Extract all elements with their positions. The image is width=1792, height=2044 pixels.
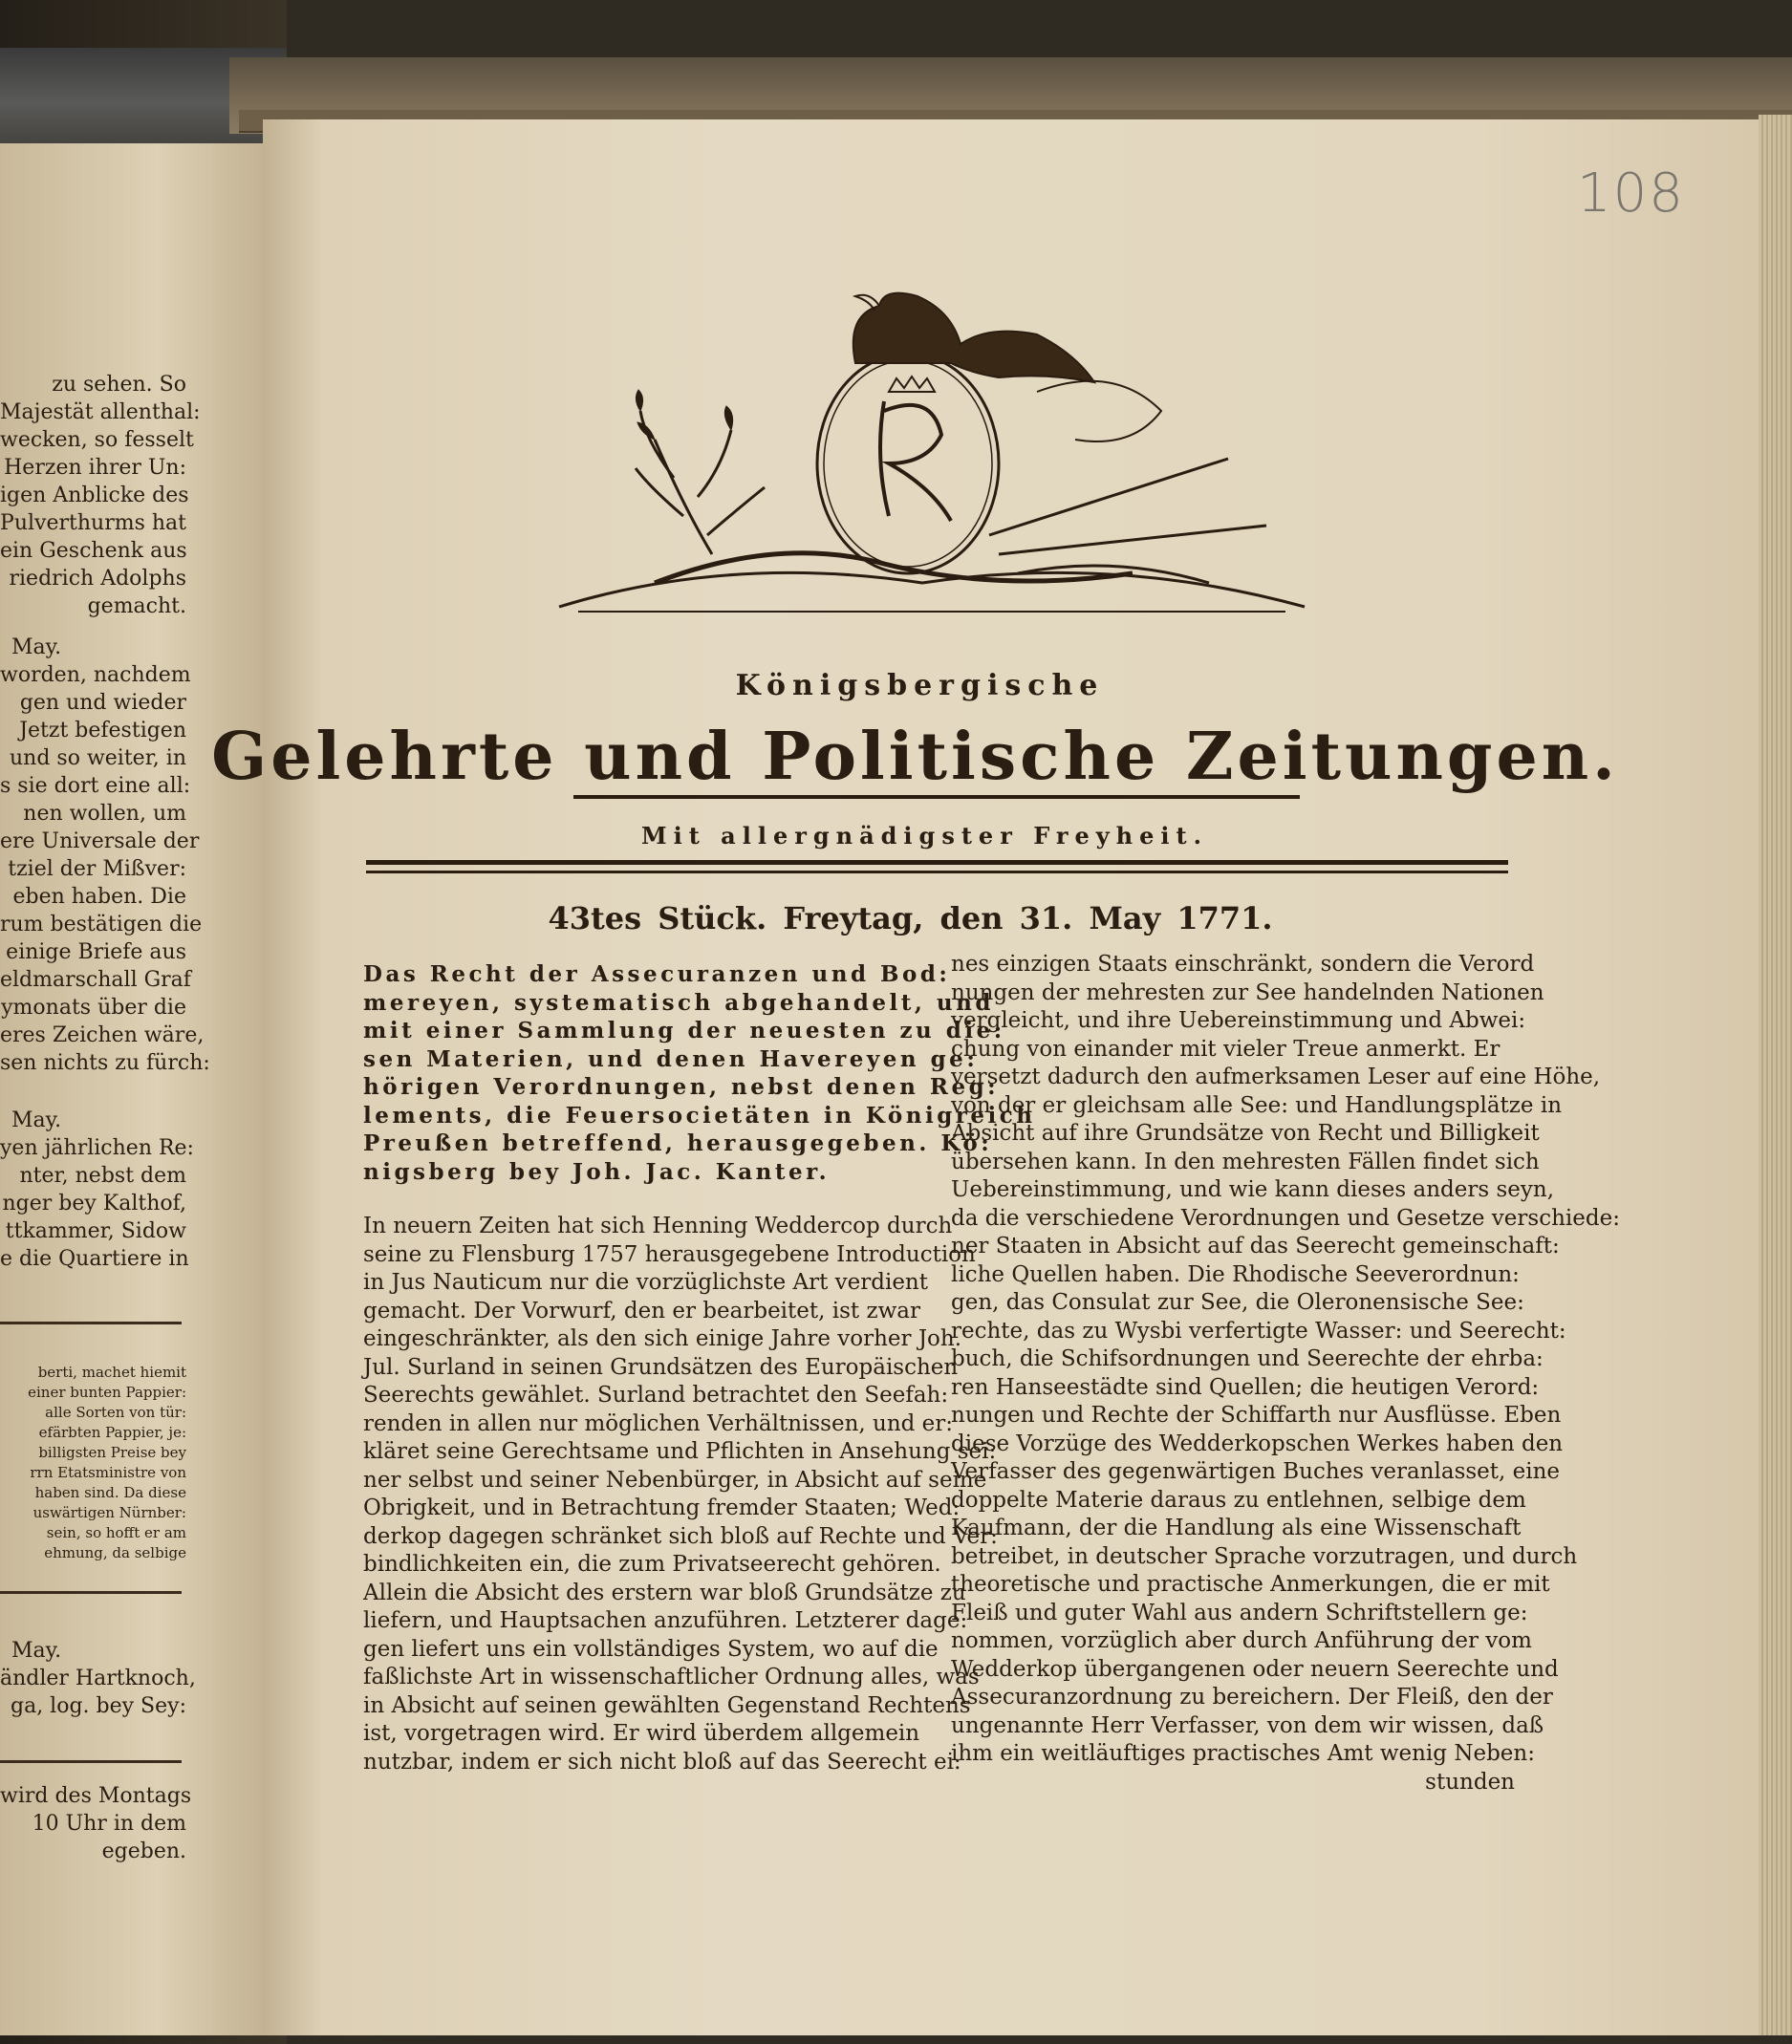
text-line: berti, machet hiemit — [37, 1364, 186, 1381]
text-line: Seerechts gewählet. Surland betrachtet den Seefah: — [363, 1383, 949, 1408]
article-body-right — [951, 951, 1620, 1769]
eagle-icon — [853, 293, 1094, 382]
text-line: alle Sorten von tür: — [45, 1404, 186, 1421]
text-line: 10 Uhr in dem — [32, 1812, 186, 1836]
text-line: gen liefert uns ein vollständiges System, wo auf die — [363, 1636, 939, 1662]
text-line: seine zu Flensburg 1757 herausgegebene Introduction — [363, 1241, 976, 1267]
text-line: kläret seine Gerechtsame und Pflichten in Ansehung sei: — [363, 1439, 997, 1464]
masthead-rule — [573, 795, 1300, 799]
left-page-text-mid2 — [0, 1134, 194, 1273]
text-line: Obrigkeit, und in Betrachtung fremder Staaten; Wed: — [363, 1495, 961, 1520]
text-line: egeben. — [101, 1840, 186, 1863]
text-line: uswärtigen Nürnber: — [32, 1504, 186, 1521]
text-line: ändler Hartknoch, — [0, 1667, 196, 1690]
text-line: worden, nachdem — [0, 663, 191, 687]
article-body-left — [363, 1213, 998, 1776]
text-line: rechte, das zu Wysbi verfertigte Wasser: und Seerecht: — [951, 1318, 1566, 1344]
text-line: Jul. Surland in seinen Grundsätzen des Europäischen — [363, 1354, 959, 1380]
text-line: vergleicht, und ihre Uebereinstimmung und Abwei: — [951, 1008, 1526, 1033]
text-line: ere Universale der — [0, 829, 200, 853]
text-line: Uebereinstimmung, und wie kann dieses anders seyn, — [951, 1177, 1555, 1202]
text-line: nungen der mehresten zur See handelnden Nationen — [951, 979, 1544, 1005]
text-line: ungenannte Herr Verfasser, von dem wir wissen, daß — [951, 1712, 1544, 1738]
text-line: faßlichste Art in wissenschaftlicher Ordnung alles, was — [363, 1665, 980, 1689]
text-line: billigsten Preise bey — [38, 1444, 186, 1461]
text-line: ga, log. bey Sey: — [11, 1694, 186, 1718]
left-page-rule — [0, 1760, 182, 1763]
text-line: buch, die Schifsordnungen und Seerechte der ehrba: — [951, 1346, 1544, 1371]
text-line: s sie dort eine all: — [0, 774, 191, 798]
text-line: nen wollen, um — [23, 802, 186, 826]
text-line: mereyen, systematisch abgehandelt, und — [363, 989, 994, 1016]
text-line: gen, das Consulat zur See, die Oleronensische See: — [951, 1290, 1524, 1315]
weapons-trophy — [989, 459, 1266, 583]
text-line: einige Briefe aus — [6, 940, 186, 964]
monogram-fr — [880, 401, 951, 521]
text-line: ehmung, da selbige — [44, 1544, 186, 1561]
text-line: diese Vorzüge des Wedderkopschen Werkes haben den — [951, 1431, 1564, 1456]
left-page-advert — [0, 1363, 186, 1563]
masthead-double-rule — [366, 860, 1508, 873]
text-line: efärbten Pappier, je: — [38, 1424, 186, 1441]
text-line: Absicht auf ihre Grundsätze von Recht und Billigkeit — [951, 1121, 1540, 1146]
text-line: sen Materien, und denen Havereyen ge: — [363, 1045, 979, 1072]
text-line: zu sehen. So — [52, 373, 186, 397]
medallion-oval — [817, 354, 999, 573]
text-line: In neuern Zeiten hat sich Henning Weddercop durch — [363, 1214, 953, 1238]
text-line: liche Quellen haben. Die Rhodische Seeverordnun: — [951, 1261, 1520, 1287]
article-heading — [363, 960, 1036, 1186]
laurel-branch-left — [636, 411, 765, 554]
crown-icon — [889, 377, 935, 392]
left-page-date-label: May. — [11, 635, 62, 659]
text-line: gen und wieder — [19, 691, 186, 715]
text-line: bindlichkeiten ein, die zum Privatseerecht gehören. — [363, 1552, 941, 1577]
text-line: nigsberg bey Joh. Jac. Kanter. — [363, 1158, 831, 1185]
article-column-right — [951, 951, 1620, 1797]
banner-drape — [1037, 381, 1161, 441]
text-line: eben haben. Die — [12, 885, 186, 909]
text-line: hörigen Verordnungen, nebst denen Reg: — [363, 1074, 1000, 1100]
masthead-kicker: Königsbergische — [735, 669, 1105, 702]
masthead-privilege: Mit allergnädigster Freyheit. — [641, 822, 1208, 850]
text-line: ymonats über die — [1, 996, 186, 1020]
text-line: übersehen kann. In den mehresten Fällen findet sich — [951, 1149, 1540, 1174]
left-page-date-2 — [0, 1107, 198, 1134]
text-line: tziel der Mißver: — [8, 857, 186, 881]
text-line: nutzbar, indem er sich nicht bloß auf das Seerecht ei: — [363, 1749, 961, 1775]
text-line: einer bunten Pappier: — [28, 1384, 186, 1401]
text-line: riedrich Adolphs — [9, 567, 186, 591]
text-line: ist, vorgetragen wird. Er wird überdem allgemein — [363, 1721, 920, 1746]
text-line: nes einzigen Staats einschränkt, sondern die Verord — [951, 952, 1535, 977]
issue-date-line: 43tes Stück. Freytag, den 31. May 1771. — [548, 900, 1273, 936]
text-line: mit einer Sammlung der neuesten zu die: — [363, 1018, 1005, 1044]
left-page-date-3 — [0, 1637, 198, 1665]
text-line: ner Staaten in Absicht auf das Seerecht gemeinschaft: — [951, 1234, 1560, 1259]
left-page-date-1 — [0, 634, 198, 661]
text-line: Preußen betreffend, herausgegeben. Kö: — [363, 1130, 993, 1156]
left-page-text-top — [0, 371, 201, 620]
catchword: stunden — [1425, 1769, 1515, 1795]
left-page-date-label: May. — [11, 1108, 62, 1132]
text-line: ein Geschenk aus — [0, 539, 187, 563]
text-line: Verfasser des gegenwärtigen Buches veranlasset, eine — [951, 1459, 1561, 1484]
text-line: Allein die Absicht des erstern war bloß Grundsätze zu — [363, 1580, 966, 1605]
left-page-rule — [0, 1591, 182, 1594]
left-page-text-bottom — [0, 1782, 192, 1865]
text-line: nommen, vorzüglich aber durch Anführung der vom — [951, 1628, 1532, 1653]
text-line: ner selbst und seiner Nebenbürger, in Absicht auf seine — [363, 1467, 987, 1493]
text-line: betreibet, in deutscher Sprache vorzutragen, und durch — [951, 1543, 1578, 1569]
text-line: da die verschiedene Verordnungen und Gesetze verschiede: — [951, 1205, 1620, 1231]
text-line: eingeschränkter, als den sich einige Jahre vorher Joh. — [363, 1326, 962, 1351]
text-line: doppelte Materie daraus zu entlehnen, selbige dem — [951, 1487, 1526, 1513]
text-line: gemacht. — [87, 594, 186, 618]
left-page-date-label: May. — [11, 1639, 62, 1663]
text-line: Herzen ihrer Un: — [4, 456, 186, 480]
text-line: igen Anblicke des — [0, 484, 189, 507]
text-line: lements, die Feuersocietäten in Königreich — [363, 1102, 1036, 1129]
left-page-rule — [0, 1322, 182, 1324]
text-line: derkop dagegen schränket sich bloß auf Rechte und Ver: — [363, 1523, 998, 1549]
text-line: Jetzt befestigen — [19, 719, 186, 742]
text-line: ren Hanseestädte sind Quellen; die heutigen Verord: — [951, 1374, 1540, 1400]
text-line: Majestät allenthal: — [0, 400, 201, 424]
text-line: chung von einander mit vieler Treue anmerkt. Er — [951, 1036, 1501, 1062]
text-line: ihm ein weitläuftiges practisches Amt wenig Neben: — [951, 1741, 1535, 1766]
text-line: haben sind. Da diese — [34, 1484, 186, 1501]
text-line: in Absicht auf seinen gewählten Gegenstand Rechtens — [363, 1692, 971, 1718]
article-column-left — [363, 960, 1036, 1776]
text-line: sein, so hofft er am — [46, 1524, 186, 1541]
masthead-title: Gelehrte und Politische Zeitungen. — [211, 719, 1619, 795]
text-line: yen jährlichen Re: — [0, 1136, 194, 1160]
text-line: wird des Montags — [0, 1784, 192, 1808]
text-line: sen nichts zu fürch: — [0, 1051, 210, 1075]
text-line: eres Zeichen wäre, — [0, 1023, 205, 1047]
text-line: rrn Etatsministre von — [30, 1464, 186, 1481]
text-line: nungen und Rechte der Schiffarth nur Ausflüsse. Eben — [951, 1403, 1562, 1428]
text-line: rum bestätigen die — [0, 913, 203, 936]
text-line: von der er gleichsam alle See: und Handlungsplätze in — [951, 1092, 1563, 1118]
text-line: nger bey Kalthof, — [2, 1192, 186, 1216]
text-line: Fleiß und guter Wahl aus andern Schriftstellern ge: — [951, 1600, 1528, 1625]
text-line: gemacht. Der Vorwurf, den er bearbeitet, ist zwar — [363, 1298, 920, 1323]
text-line: e die Quartiere in — [0, 1247, 189, 1271]
page-number: 108 — [1577, 162, 1685, 225]
text-line: eldmarschall Graf — [0, 968, 191, 992]
text-line: und so weiter, in — [10, 746, 186, 770]
page-edges — [1759, 115, 1792, 2035]
text-line: Wedderkop übergangenen oder neuern Seerechte und — [951, 1656, 1559, 1682]
text-line: Pulverthurms hat — [0, 511, 186, 535]
eagle-monogram-vignette — [540, 268, 1319, 631]
text-line: Das Recht der Assecuranzen und Bod: — [363, 961, 951, 987]
spacer — [363, 1186, 937, 1213]
text-line: Kaufmann, der die Handlung als eine Wissenschaft — [951, 1516, 1522, 1540]
text-line: liefern, und Hauptsachen anzuführen. Letzterer dage: — [363, 1608, 968, 1633]
text-line: Assecuranzordnung zu bereichern. Der Fleiß, den der — [951, 1685, 1553, 1710]
text-line: theoretische und practische Anmerkungen, die er mit — [951, 1572, 1550, 1597]
text-line: nter, nebst dem — [19, 1164, 186, 1188]
text-line: wecken, so fesselt — [0, 428, 194, 452]
text-line: in Jus Nauticum nur die vorzüglichste Art verdient — [363, 1270, 928, 1295]
left-page — [0, 143, 263, 2035]
text-line: versetzt dadurch den aufmerksamen Leser auf eine Höhe, — [951, 1065, 1601, 1089]
text-line: ttkammer, Sidow — [5, 1219, 186, 1243]
text-line: renden in allen nur möglichen Verhältnissen, und er: — [363, 1410, 954, 1436]
left-page-text-low — [0, 1665, 196, 1720]
